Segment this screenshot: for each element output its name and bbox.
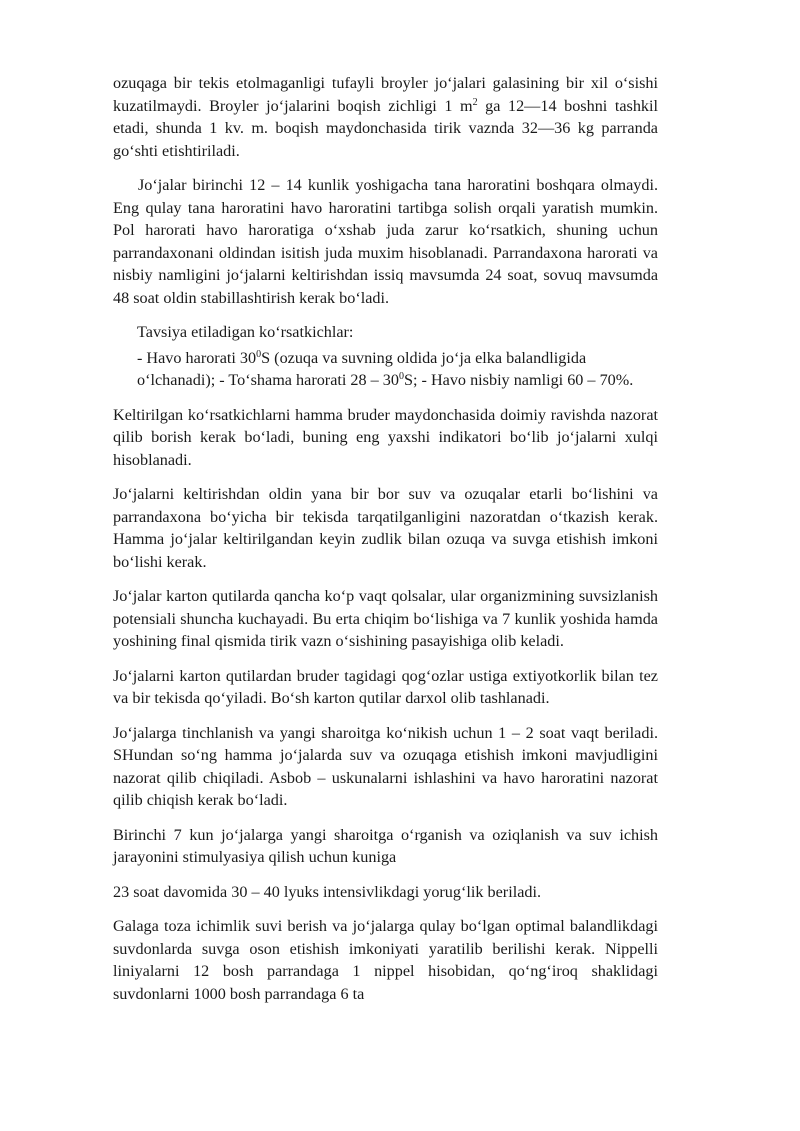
paragraph-adaptation: Jo‘jalarga tinchlanish va yangi sharoitga ko‘nikish uchun 1 – 2 soat vaqt beriladi. SHundan so‘ng hamma jo‘jalarda suv va ozuqaga etishish imkoni mavjudligini nazorat qilib chiqiladi. Asbob – uskunalarni ishlashini va havo haroratini nazorat qilib chiqish kerak bo‘ladi. (113, 723, 658, 809)
superscript: 2 (472, 96, 478, 108)
text-run: S; - Havo nisbiy namligi 60 – 70%. (403, 371, 634, 389)
text-run: S (ozuqa va suvning oldida jo‘ja elka balandligida o‘lchanadi); - To‘shama harorati 28 – 30 (137, 348, 587, 389)
paragraph-drinking-water: Galaga toza ichimlik suvi berish va jo‘jalarga qulay bo‘lgan optimal balandlikdagi suvdonlarda suvga oson etishish imkoniyati yaratilib berilishi kerak. Nippelli liniyalarni 12 bosh parrandaga 1 nippel hisobidan, qo‘ng‘iroq shaklidagi suvdonlarni 1000 bosh parrandaga 6 ta (113, 917, 658, 1003)
paragraph-monitoring: Keltirilgan ko‘rsatkichlarni hamma bruder maydonchasida doimiy ravishda nazorat qilib borish kerak bo‘ladi, buning eng yaxshi indikatori bo‘lib jo‘jalarni xulqi hisoblanadi. (113, 405, 658, 469)
text-run: ozuqaga bir tekis etolmaganligi tufayli broyler jo‘jalari galasining bir xil o‘sishi kuzatilmaydi. Broyler jo‘jalarini boqish zichligi 1 m (113, 74, 658, 115)
paragraph-first-week: Birinchi 7 kun jo‘jalarga yangi sharoitga o‘rganish va oziqlanish va suv ichish jarayonini stimulyasiya qilish uchun kuniga (113, 825, 658, 866)
indicators-list (137, 347, 658, 392)
recommended-indicators (137, 321, 658, 392)
text-run: - Havo harorati 30 (137, 348, 257, 367)
indicators-heading: Tavsiya etiladigan ko‘rsatkichlar: (137, 323, 354, 341)
superscript: 0 (256, 348, 262, 360)
document-page (113, 72, 658, 1017)
paragraph-lighting: 23 soat davomida 30 – 40 lyuks intensivlikdagi yorug‘lik beriladi. (113, 882, 542, 901)
paragraph-stocking-density (113, 72, 658, 162)
paragraph-carton-boxes: Jo‘jalar karton qutilarda qancha ko‘p vaqt qolsalar, ular organizmining suvsizlanish potensiali shuncha kuchayadi. Bu erta chiqim bo‘lishiga va 7 kunlik yoshida hamda yoshining final qismida tirik vazn o‘sishining pasayishiga olib keladi. (113, 587, 658, 650)
paragraph-body-temperature: Jo‘jalar birinchi 12 – 14 kunlik yoshigacha tana haroratini boshqara olmaydi. Eng qulay tana haroratini havo haroratini tartibga solish orqali yaratish mumkin. Pol harorati havo haroratiga o‘xshab juda zarur ko‘rsatkich, shuning uchun parrandaxonani oldindan isitish juda muxim hisoblanadi. Parrandaxona harorati va nisbiy namligini jo‘jalarni keltirishdan issiq mavsumda 24 soat, sovuq mavsumda 48 soat oldin stabillashtirish kerak bo‘ladi. (113, 176, 658, 307)
text-run: ga 12—14 boshni tashkil etadi, shunda 1 kv. m. boqish maydonchasida tirik vaznda 32—36 kg parranda go‘shti etishtiriladi. (113, 96, 659, 160)
superscript: 0 (398, 371, 404, 382)
paragraph-placement: Jo‘jalarni karton qutilardan bruder tagidagi qog‘ozlar ustiga extiyotkorlik bilan tez va bir tekisda qo‘yiladi. Bo‘sh karton qutilar darxol olib tashlanadi. (113, 666, 658, 707)
paragraph-feed-water-check: Jo‘jalarni keltirishdan oldin yana bir bor suv va ozuqalar etarli bo‘lishini va parrandaxona bo‘yicha bir tekisda tarqatilganligini nazoratdan o‘tkazish kerak. Hamma jo‘jalar keltirilgandan keyin zudlik bilan ozuqa va suvga etishish imkoni bo‘lishi kerak. (113, 485, 658, 571)
